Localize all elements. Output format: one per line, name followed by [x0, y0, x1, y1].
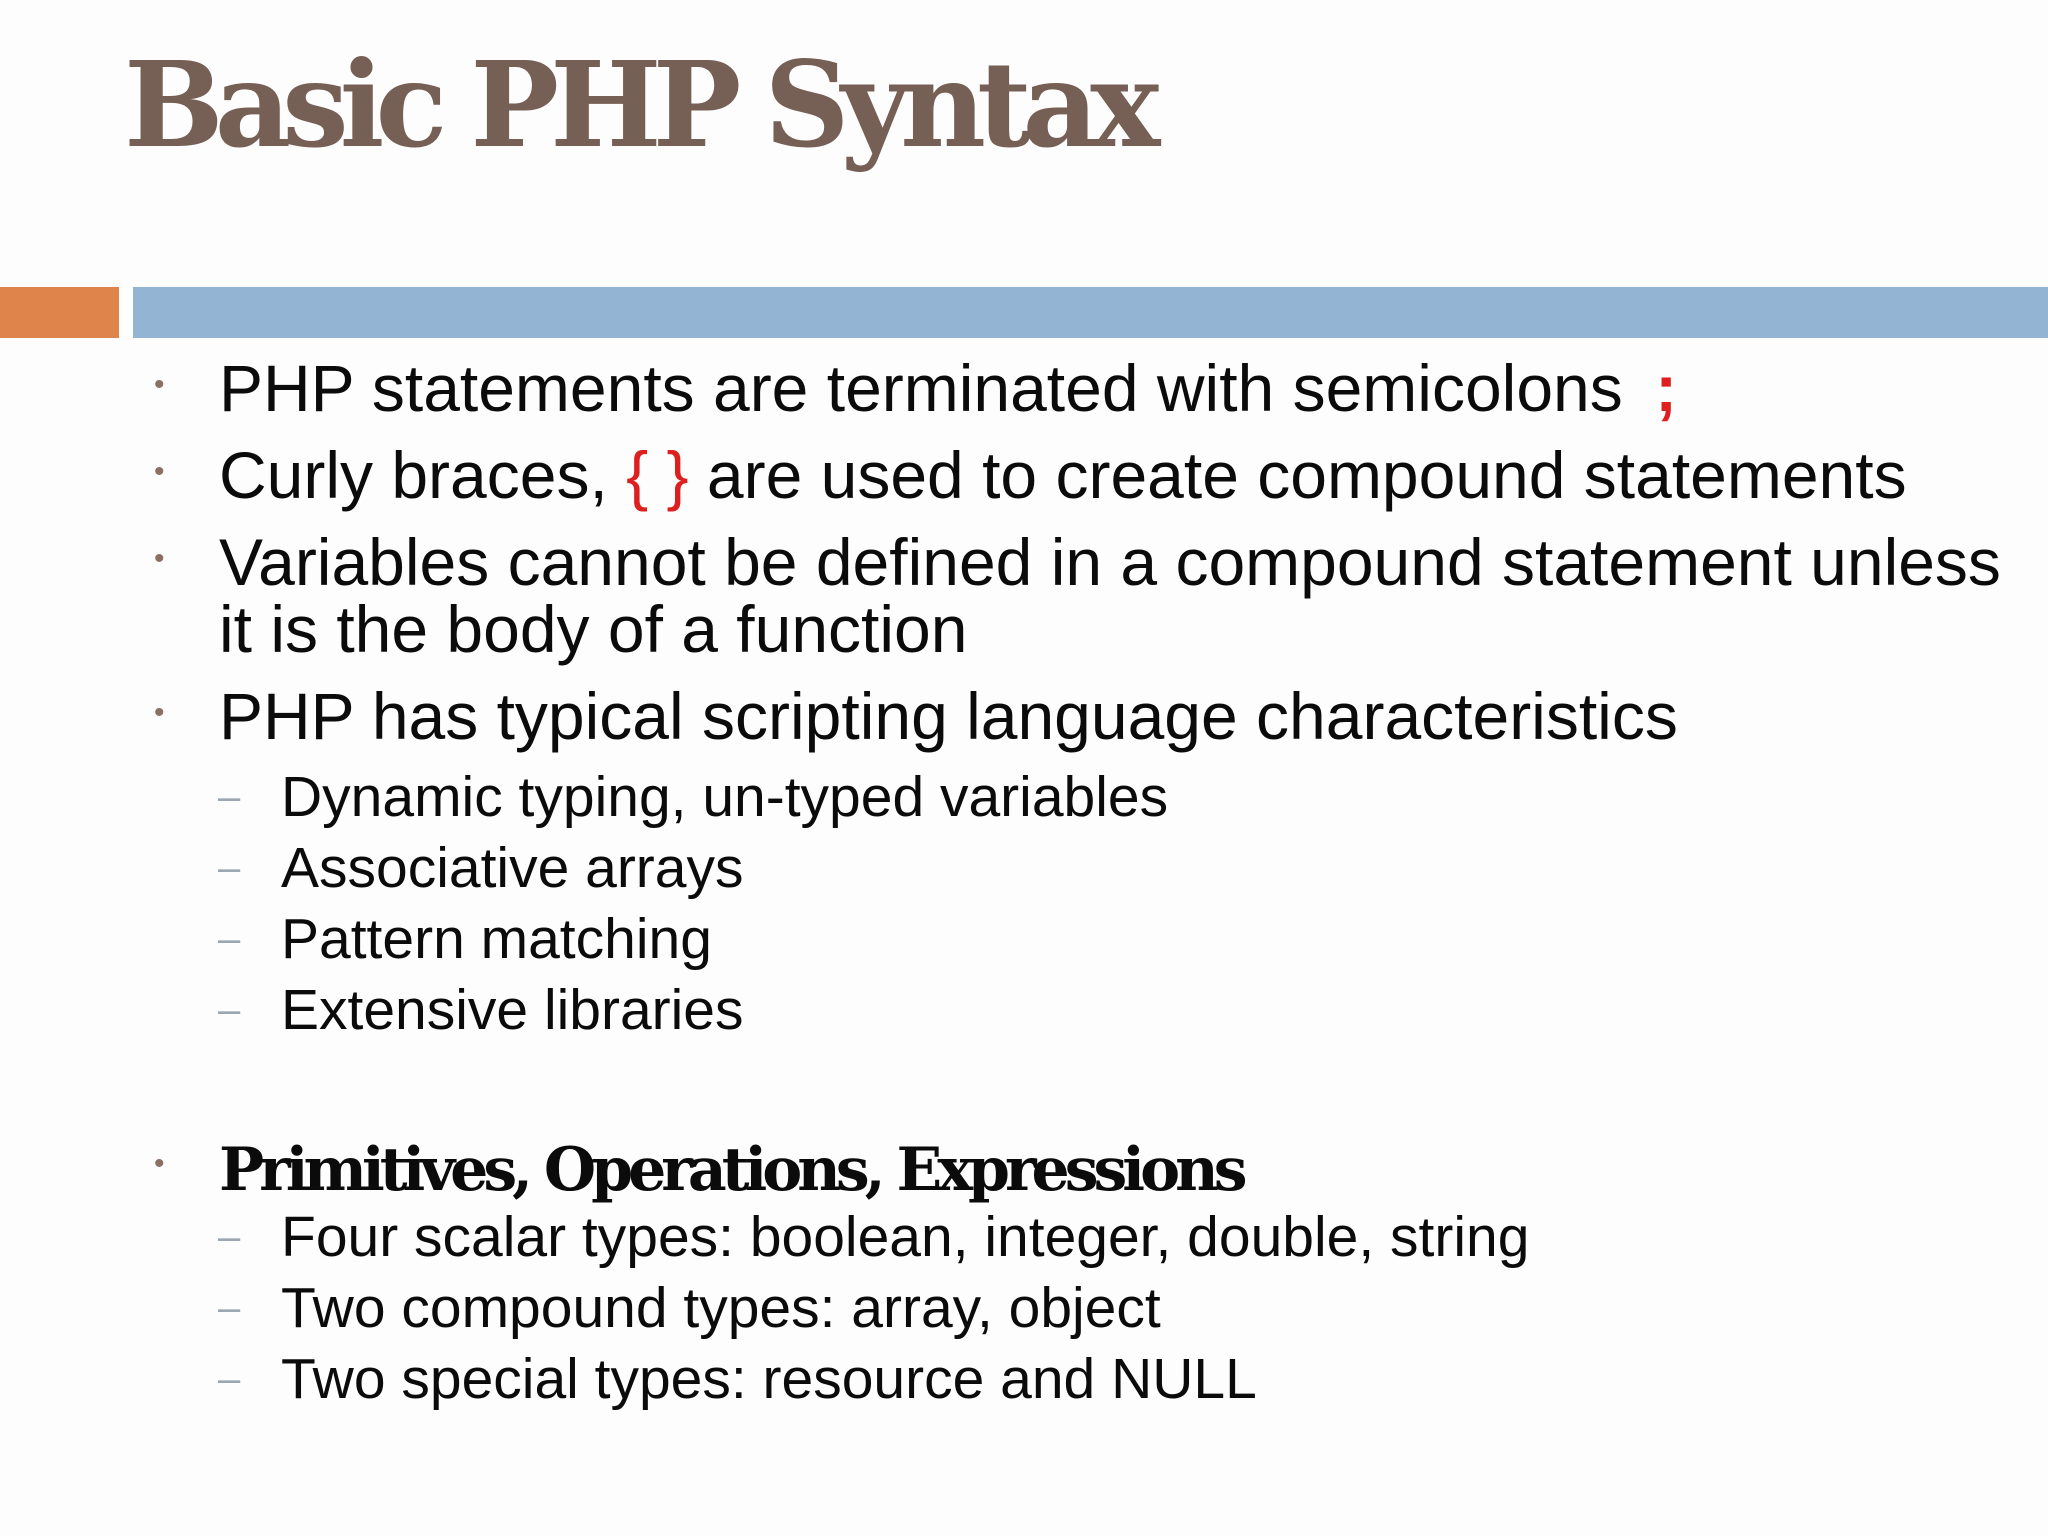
bullet-text: Curly braces,: [219, 438, 608, 512]
bullet-text: Variables cannot be defined in a compound statement unless it is the body of a function: [219, 525, 2001, 666]
sub-text: Four scalar types: boolean, integer, double, string: [281, 1205, 1530, 1269]
bullet-list: [148, 351, 2028, 1415]
semicolon-accent: ;: [1655, 351, 1678, 425]
bullet-item: [148, 351, 2028, 425]
sub-marker: –: [218, 988, 241, 1032]
sub-marker: –: [218, 1286, 241, 1330]
bullet-marker: •: [154, 455, 165, 488]
bullet-marker: •: [154, 696, 165, 729]
bullet-text: are used to create compound statements: [706, 438, 1907, 512]
section-heading: Primitives, Operations, Expressions: [219, 1135, 1243, 1205]
bullet-item: [148, 525, 2028, 666]
sub-list: [148, 1202, 2028, 1415]
sub-item: [148, 762, 2028, 833]
sub-marker: –: [218, 917, 241, 961]
sub-marker: –: [218, 1215, 241, 1259]
sub-item: [148, 1273, 2028, 1344]
sub-text: Dynamic typing, un-typed variables: [281, 765, 1169, 829]
bullet-item: [148, 679, 2028, 753]
bullet-text: PHP has typical scripting language characteristics: [219, 679, 1678, 753]
sub-marker: –: [218, 1357, 241, 1401]
braces-accent: { }: [626, 438, 689, 512]
sub-list: [148, 762, 2028, 1046]
sub-marker: –: [218, 775, 241, 819]
sub-text: Two compound types: array, object: [281, 1276, 1161, 1340]
sub-marker: –: [218, 846, 241, 890]
sub-item: [148, 1344, 2028, 1415]
sub-text: Associative arrays: [281, 836, 744, 900]
slide-title: Basic PHP Syntax: [124, 35, 1152, 174]
accent-bar-orange: [0, 287, 119, 338]
bullet-item: [148, 438, 2028, 512]
bullet-item-heading: [148, 1134, 2028, 1204]
sub-item: [148, 833, 2028, 904]
bullet-marker: •: [154, 368, 165, 401]
sub-item: [148, 904, 2028, 975]
sub-text: Extensive libraries: [281, 978, 744, 1042]
sub-item: [148, 975, 2028, 1046]
sub-item: [148, 1202, 2028, 1273]
sub-text: Pattern matching: [281, 907, 712, 971]
accent-bar-blue: [133, 287, 2048, 338]
sub-text: Two special types: resource and NULL: [281, 1347, 1257, 1411]
bullet-marker: •: [154, 1147, 165, 1180]
bullet-marker: •: [154, 542, 165, 575]
bullet-text: PHP statements are terminated with semicolons: [219, 351, 1623, 425]
